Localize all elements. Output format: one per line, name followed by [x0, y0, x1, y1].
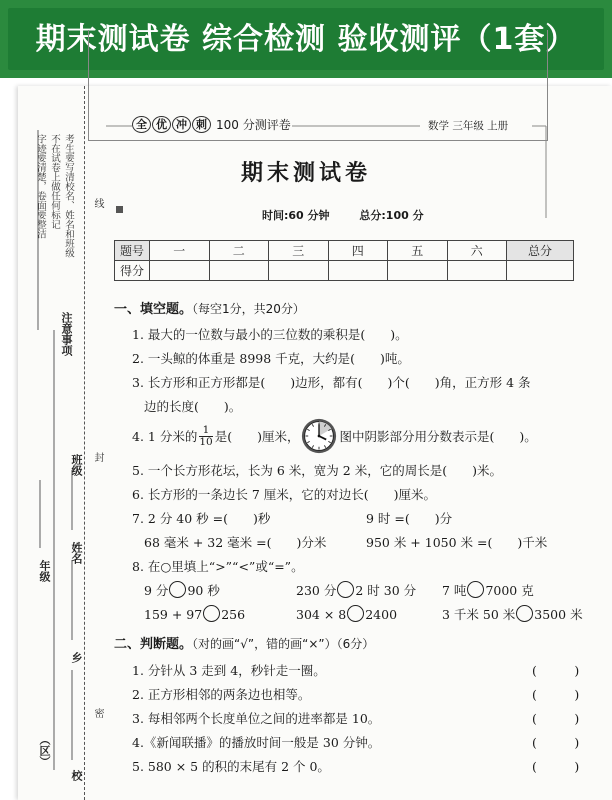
grade-label: 年级 — [38, 560, 51, 582]
total-label: 总分:100 分 — [359, 209, 424, 222]
judgement-item-2: 2. 正方形相邻的两条边也相等。 — [132, 687, 311, 702]
subject-label: 数学 三年级 上册 — [428, 120, 509, 132]
q4-post-text: 图中阴影部分用分数表示是( )。 — [339, 429, 537, 444]
judgement-item-3: 3. 每相邻两个长度单位之间的进率都是 10。 — [132, 711, 381, 726]
school-label: 校 — [70, 770, 83, 781]
compare-circle[interactable] — [169, 581, 186, 598]
notice-line-1: 考生要写清校名、姓名和班级 — [63, 134, 74, 258]
compare-right: 2400 — [365, 607, 398, 622]
compare-left: 7 吨 — [442, 583, 467, 598]
brand-char-3: 冲 — [172, 116, 191, 133]
question-1-7a-left: 7. 2 分 40 秒 =( )秒 — [132, 511, 271, 526]
answer-paren[interactable]: ( ) — [532, 687, 580, 702]
question-1-8: 8. 在○里填上“>”“<”或“=”。 — [132, 559, 304, 574]
compare-circle[interactable] — [347, 605, 364, 622]
cut-mark-line: 线 — [92, 198, 103, 208]
score-cell[interactable] — [507, 261, 574, 281]
compare-right: 3500 米 — [534, 607, 583, 622]
name-label: 姓名 — [70, 542, 83, 564]
section-2-note: （对的画“√”，错的画“×”）（6分） — [192, 637, 375, 651]
compare-left: 159 + 97 — [144, 607, 203, 622]
notice-line-3: 字迹要清楚，卷面要整洁 — [35, 134, 46, 239]
score-cell[interactable] — [388, 261, 448, 281]
exam-meta — [262, 207, 450, 223]
brand-char-4: 刺 — [192, 116, 211, 133]
score-table-score-row — [115, 261, 574, 281]
compare-item — [442, 605, 583, 623]
score-cell-header: 总分 — [507, 241, 574, 261]
district-label: （区） — [38, 734, 51, 767]
fraction-one-tenth — [199, 425, 212, 448]
score-cell[interactable] — [447, 261, 507, 281]
answer-paren[interactable]: ( ) — [532, 735, 580, 750]
question-1-1: 1. 最大的一位数与最小的三位数的乘积是( )。 — [132, 327, 408, 342]
compare-item — [442, 581, 534, 599]
cut-mark-seal: 封 — [92, 452, 103, 462]
compare-circle[interactable] — [203, 605, 220, 622]
score-table-header-row — [115, 241, 574, 261]
score-cell-header: 题号 — [115, 241, 150, 261]
section-1-heading — [114, 298, 305, 317]
class-label: 班级 — [70, 454, 83, 476]
township-label: 乡 — [70, 652, 83, 663]
cut-mark-secret: 密 — [92, 708, 103, 718]
judgement-item-4: 4.《新闻联播》的播放时间一般是 30 分钟。 — [132, 735, 381, 750]
score-cell[interactable] — [209, 261, 269, 281]
question-1-4 — [132, 418, 537, 454]
banner-title: 期末测试卷 综合检测 验收测评（1套） — [35, 22, 577, 57]
question-1-7a-right: 9 时 =( )分 — [366, 511, 453, 526]
exam-title: 期末测试卷 — [240, 160, 371, 186]
score-cell-header: 六 — [447, 241, 507, 261]
compare-left: 304 × 8 — [296, 607, 347, 622]
score-row-label: 得分 — [115, 261, 150, 281]
question-1-3-cont: 边的长度( )。 — [144, 399, 242, 414]
brand-logo — [132, 116, 291, 133]
compare-item — [144, 605, 245, 622]
notice-line-2: 不在试卷上做任何标记 — [49, 134, 60, 229]
q4-mid-text: 是( )厘米， — [214, 429, 300, 444]
answer-paren[interactable]: ( ) — [532, 663, 580, 678]
answer-paren[interactable]: ( ) — [532, 711, 580, 726]
score-cell[interactable] — [269, 261, 329, 281]
fraction-numerator: 1 — [199, 425, 212, 437]
question-1-7b-right: 950 米 + 1050 米 =( )千米 — [366, 535, 548, 550]
score-cell-header: 四 — [328, 241, 388, 261]
compare-item — [296, 605, 397, 622]
score-cell-header: 三 — [269, 241, 329, 261]
judgement-item-1: 1. 分针从 3 走到 4，秒针走一圈。 — [132, 663, 326, 678]
compare-right: 7000 克 — [485, 583, 534, 598]
section-1-note: （每空1分，共20分） — [192, 302, 305, 316]
score-cell[interactable] — [328, 261, 388, 281]
compare-left: 3 千米 50 米 — [442, 607, 516, 622]
compare-left: 9 分 — [144, 583, 169, 598]
compare-item — [296, 581, 416, 599]
score-cell[interactable] — [150, 261, 210, 281]
fraction-denominator: 10 — [199, 435, 213, 448]
question-1-5: 5. 一个长方形花坛，长为 6 米，宽为 2 米，它的周长是( )米。 — [132, 463, 502, 478]
compare-circle[interactable] — [337, 581, 354, 598]
score-cell-header: 二 — [209, 241, 269, 261]
compare-right: 90 秒 — [187, 583, 220, 598]
brand-suffix: 100 分测评卷 — [216, 118, 291, 132]
section-2-heading — [114, 633, 374, 652]
clock-icon — [301, 418, 337, 454]
question-1-3: 3. 长方形和正方形都是( )边形，都有( )个( )角，正方形 4 条 — [132, 375, 531, 390]
score-table — [114, 240, 574, 281]
answer-paren[interactable]: ( ) — [532, 759, 580, 774]
compare-left: 230 分 — [296, 583, 337, 598]
score-cell-header: 一 — [150, 241, 210, 261]
question-1-6: 6. 长方形的一条边长 7 厘米，它的对边长( )厘米。 — [132, 487, 437, 502]
judgement-item-5: 5. 580 × 5 的积的末尾有 2 个 0。 — [132, 759, 330, 774]
notice-label: 注意事项 — [60, 312, 73, 356]
compare-item — [144, 581, 220, 599]
brand-char-1: 全 — [132, 116, 151, 133]
header-deco — [0, 0, 612, 240]
time-label: 时间:60 分钟 — [262, 209, 330, 222]
section-1-title: 一、填空题。 — [114, 302, 193, 317]
question-1-2: 2. 一头鲸的体重是 8998 千克，大约是( )吨。 — [132, 351, 410, 366]
brand-char-2: 优 — [152, 116, 171, 133]
compare-circle[interactable] — [467, 581, 484, 598]
compare-right: 2 时 30 分 — [355, 583, 417, 598]
question-1-7b-left: 68 毫米 + 32 毫米 =( )分米 — [144, 535, 327, 550]
compare-right: 256 — [221, 607, 246, 622]
q4-pre-text: 4. 1 分米的 — [132, 429, 198, 444]
compare-circle[interactable] — [516, 605, 533, 622]
score-cell-header: 五 — [388, 241, 448, 261]
section-2-title: 二、判断题。 — [114, 637, 193, 652]
